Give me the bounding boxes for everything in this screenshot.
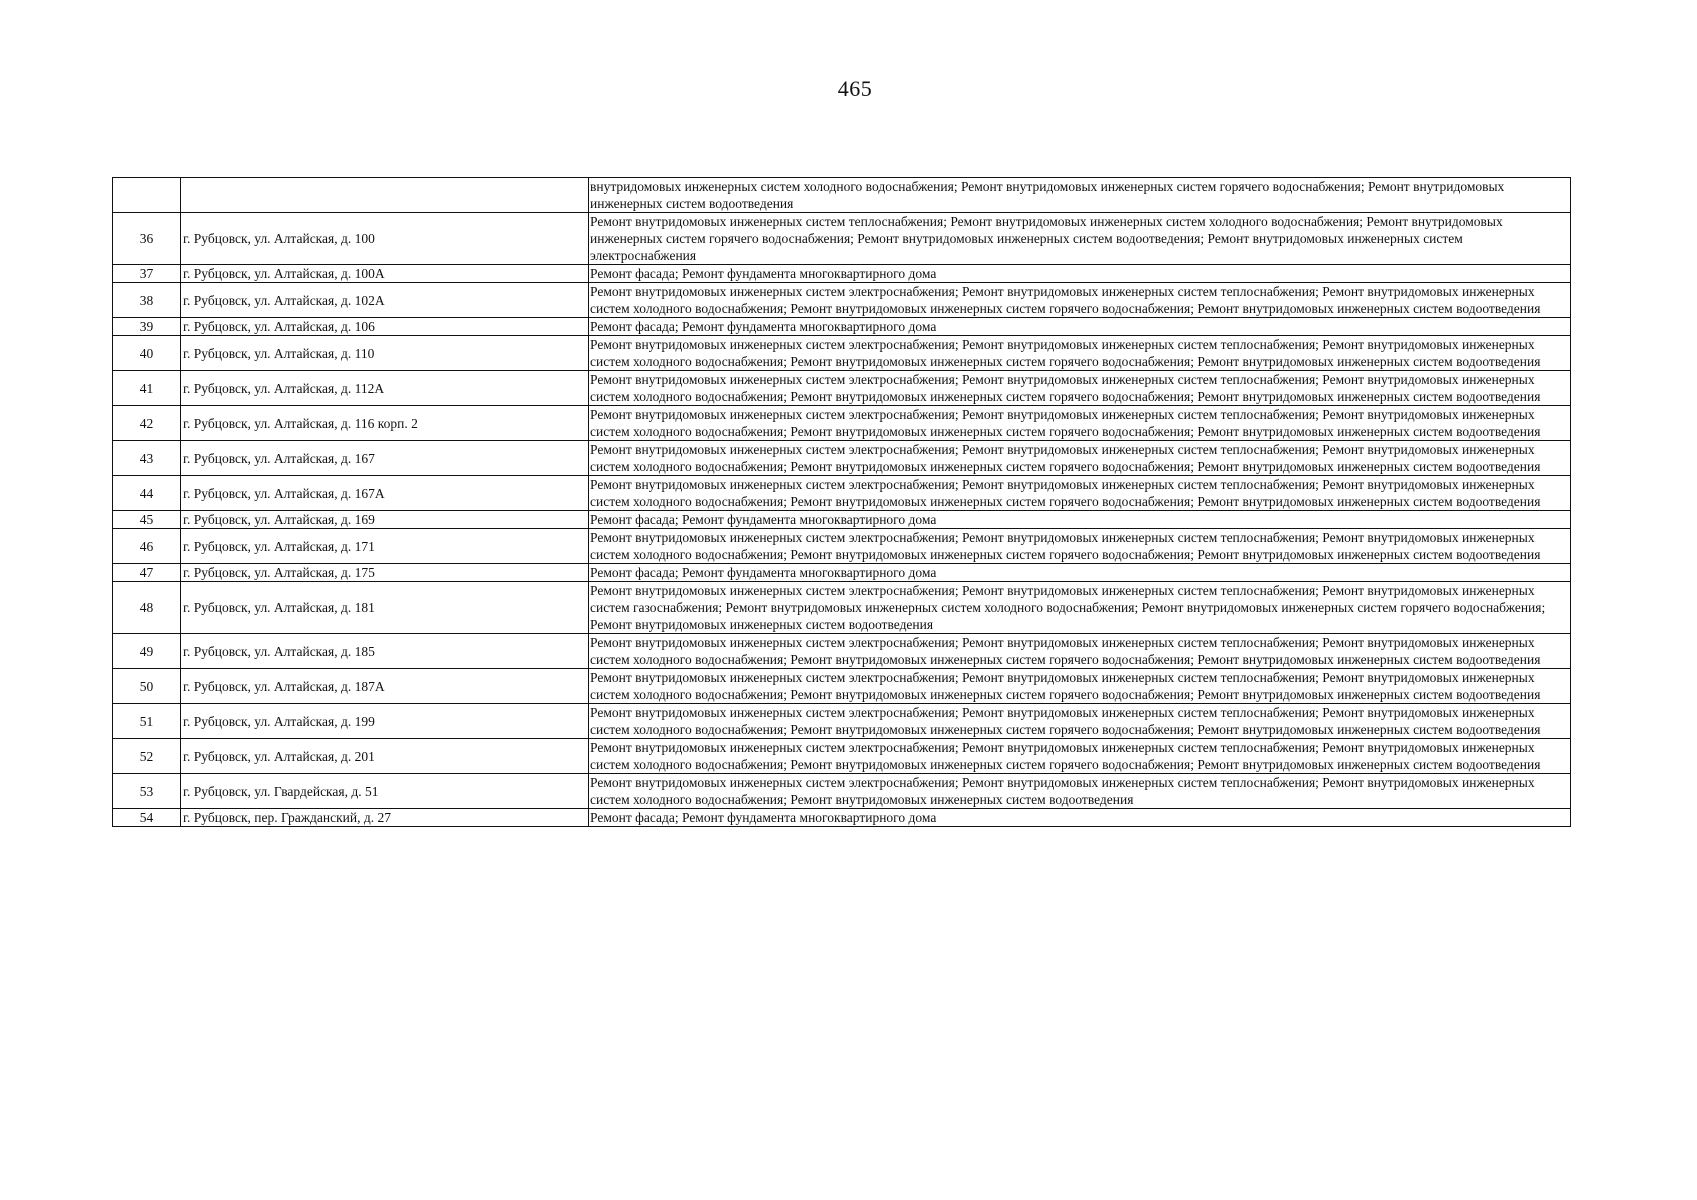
address-cell: г. Рубцовск, ул. Алтайская, д. 102А: [181, 283, 589, 318]
address-cell: г. Рубцовск, ул. Алтайская, д. 100: [181, 213, 589, 265]
table-row: [113, 564, 1571, 582]
row-number-cell: 42: [113, 406, 181, 441]
row-number-cell: 37: [113, 265, 181, 283]
works-cell: Ремонт фасада; Ремонт фундамента многоквартирного дома: [589, 564, 1571, 582]
table-row: [113, 669, 1571, 704]
works-cell: Ремонт внутридомовых инженерных систем электроснабжения; Ремонт внутридомовых инженерных систем теплоснабжения; Ремонт внутридомовых инженерных систем холодного водоснабжения; Ремонт внутридомовых инженерных систем горячего водоснабжения; Ремонт внутридомовых инженерных систем водоотведения: [589, 476, 1571, 511]
works-cell: Ремонт фасада; Ремонт фундамента многоквартирного дома: [589, 265, 1571, 283]
works-cell: Ремонт внутридомовых инженерных систем электроснабжения; Ремонт внутридомовых инженерных систем теплоснабжения; Ремонт внутридомовых инженерных систем холодного водоснабжения; Ремонт внутридомовых инженерных систем горячего водоснабжения; Ремонт внутридомовых инженерных систем водоотведения: [589, 336, 1571, 371]
address-cell: г. Рубцовск, ул. Алтайская, д. 167: [181, 441, 589, 476]
works-cell: Ремонт внутридомовых инженерных систем электроснабжения; Ремонт внутридомовых инженерных систем теплоснабжения; Ремонт внутридомовых инженерных систем холодного водоснабжения; Ремонт внутридомовых инженерных систем горячего водоснабжения; Ремонт внутридомовых инженерных систем водоотведения: [589, 704, 1571, 739]
address-cell: г. Рубцовск, ул. Алтайская, д. 106: [181, 318, 589, 336]
table-row: [113, 441, 1571, 476]
works-cell: Ремонт внутридомовых инженерных систем электроснабжения; Ремонт внутридомовых инженерных систем теплоснабжения; Ремонт внутридомовых инженерных систем холодного водоснабжения; Ремонт внутридомовых инженерных систем горячего водоснабжения; Ремонт внутридомовых инженерных систем водоотведения: [589, 634, 1571, 669]
address-cell: г. Рубцовск, ул. Алтайская, д. 185: [181, 634, 589, 669]
address-cell: г. Рубцовск, ул. Гвардейская, д. 51: [181, 774, 589, 809]
works-cell: внутридомовых инженерных систем холодного водоснабжения; Ремонт внутридомовых инженерных систем горячего водоснабжения; Ремонт внутридомовых инженерных систем водоотведения: [589, 178, 1571, 213]
address-cell: г. Рубцовск, ул. Алтайская, д. 100А: [181, 265, 589, 283]
page-number: 465: [837, 76, 873, 101]
table-row: [113, 213, 1571, 265]
table-row: [113, 582, 1571, 634]
works-cell: Ремонт внутридомовых инженерных систем теплоснабжения; Ремонт внутридомовых инженерных систем холодного водоснабжения; Ремонт внутридомовых инженерных систем горячего водоснабжения; Ремонт внутридомовых инженерных систем водоотведения; Ремонт внутридомовых инженерных систем электроснабжения: [589, 213, 1571, 265]
table-row: [113, 774, 1571, 809]
table-row: [113, 634, 1571, 669]
table-row: [113, 809, 1571, 827]
address-cell: г. Рубцовск, пер. Гражданский, д. 27: [181, 809, 589, 827]
row-number-cell: 53: [113, 774, 181, 809]
row-number-cell: 39: [113, 318, 181, 336]
row-number-cell: 49: [113, 634, 181, 669]
row-number-cell: 54: [113, 809, 181, 827]
works-cell: Ремонт внутридомовых инженерных систем электроснабжения; Ремонт внутридомовых инженерных систем теплоснабжения; Ремонт внутридомовых инженерных систем холодного водоснабжения; Ремонт внутридомовых инженерных систем горячего водоснабжения; Ремонт внутридомовых инженерных систем водоотведения: [589, 739, 1571, 774]
works-cell: Ремонт внутридомовых инженерных систем электроснабжения; Ремонт внутридомовых инженерных систем теплоснабжения; Ремонт внутридомовых инженерных систем холодного водоснабжения; Ремонт внутридомовых инженерных систем горячего водоснабжения; Ремонт внутридомовых инженерных систем водоотведения: [589, 669, 1571, 704]
table-row: [113, 406, 1571, 441]
table-row: [113, 265, 1571, 283]
row-number-cell: 43: [113, 441, 181, 476]
row-number-cell: [113, 178, 181, 213]
address-cell: г. Рубцовск, ул. Алтайская, д. 112А: [181, 371, 589, 406]
table-row: [113, 336, 1571, 371]
table-row: [113, 704, 1571, 739]
row-number-cell: 51: [113, 704, 181, 739]
table-row: [113, 529, 1571, 564]
row-number-cell: 41: [113, 371, 181, 406]
works-table: [112, 177, 1571, 827]
table-row: [113, 476, 1571, 511]
row-number-cell: 46: [113, 529, 181, 564]
works-cell: Ремонт внутридомовых инженерных систем электроснабжения; Ремонт внутридомовых инженерных систем теплоснабжения; Ремонт внутридомовых инженерных систем холодного водоснабжения; Ремонт внутридомовых инженерных систем горячего водоснабжения; Ремонт внутридомовых инженерных систем водоотведения: [589, 406, 1571, 441]
works-cell: Ремонт внутридомовых инженерных систем электроснабжения; Ремонт внутридомовых инженерных систем теплоснабжения; Ремонт внутридомовых инженерных систем холодного водоснабжения; Ремонт внутридомовых инженерных систем горячего водоснабжения; Ремонт внутридомовых инженерных систем водоотведения: [589, 441, 1571, 476]
works-cell: Ремонт внутридомовых инженерных систем электроснабжения; Ремонт внутридомовых инженерных систем теплоснабжения; Ремонт внутридомовых инженерных систем холодного водоснабжения; Ремонт внутридомовых инженерных систем горячего водоснабжения; Ремонт внутридомовых инженерных систем водоотведения: [589, 529, 1571, 564]
table-row: [113, 318, 1571, 336]
row-number-cell: 47: [113, 564, 181, 582]
address-cell: г. Рубцовск, ул. Алтайская, д. 187А: [181, 669, 589, 704]
row-number-cell: 45: [113, 511, 181, 529]
row-number-cell: 40: [113, 336, 181, 371]
row-number-cell: 48: [113, 582, 181, 634]
works-cell: Ремонт фасада; Ремонт фундамента многоквартирного дома: [589, 511, 1571, 529]
table-row: [113, 178, 1571, 213]
table-row: [113, 371, 1571, 406]
row-number-cell: 52: [113, 739, 181, 774]
address-cell: г. Рубцовск, ул. Алтайская, д. 110: [181, 336, 589, 371]
works-cell: Ремонт внутридомовых инженерных систем электроснабжения; Ремонт внутридомовых инженерных систем теплоснабжения; Ремонт внутридомовых инженерных систем холодного водоснабжения; Ремонт внутридомовых инженерных систем водоотведения: [589, 774, 1571, 809]
works-cell: Ремонт внутридомовых инженерных систем электроснабжения; Ремонт внутридомовых инженерных систем теплоснабжения; Ремонт внутридомовых инженерных систем холодного водоснабжения; Ремонт внутридомовых инженерных систем горячего водоснабжения; Ремонт внутридомовых инженерных систем водоотведения: [589, 371, 1571, 406]
address-cell: г. Рубцовск, ул. Алтайская, д. 169: [181, 511, 589, 529]
address-cell: г. Рубцовск, ул. Алтайская, д. 175: [181, 564, 589, 582]
address-cell: г. Рубцовск, ул. Алтайская, д. 116 корп. 2: [181, 406, 589, 441]
table-row: [113, 283, 1571, 318]
row-number-cell: 36: [113, 213, 181, 265]
address-cell: г. Рубцовск, ул. Алтайская, д. 181: [181, 582, 589, 634]
works-cell: Ремонт внутридомовых инженерных систем электроснабжения; Ремонт внутридомовых инженерных систем теплоснабжения; Ремонт внутридомовых инженерных систем холодного водоснабжения; Ремонт внутридомовых инженерных систем горячего водоснабжения; Ремонт внутридомовых инженерных систем водоотведения: [589, 283, 1571, 318]
address-cell: г. Рубцовск, ул. Алтайская, д. 171: [181, 529, 589, 564]
address-cell: г. Рубцовск, ул. Алтайская, д. 201: [181, 739, 589, 774]
row-number-cell: 38: [113, 283, 181, 318]
row-number-cell: 50: [113, 669, 181, 704]
table-body: [113, 178, 1571, 827]
table-row: [113, 739, 1571, 774]
address-cell: г. Рубцовск, ул. Алтайская, д. 199: [181, 704, 589, 739]
address-cell: [181, 178, 589, 213]
works-cell: Ремонт внутридомовых инженерных систем электроснабжения; Ремонт внутридомовых инженерных систем теплоснабжения; Ремонт внутридомовых инженерных систем газоснабжения; Ремонт внутридомовых инженерных систем холодного водоснабжения; Ремонт внутридомовых инженерных систем горячего водоснабжения; Ремонт внутридомовых инженерных систем водоотведения: [589, 582, 1571, 634]
works-cell: Ремонт фасада; Ремонт фундамента многоквартирного дома: [589, 318, 1571, 336]
row-number-cell: 44: [113, 476, 181, 511]
address-cell: г. Рубцовск, ул. Алтайская, д. 167А: [181, 476, 589, 511]
works-cell: Ремонт фасада; Ремонт фундамента многоквартирного дома: [589, 809, 1571, 827]
table-row: [113, 511, 1571, 529]
